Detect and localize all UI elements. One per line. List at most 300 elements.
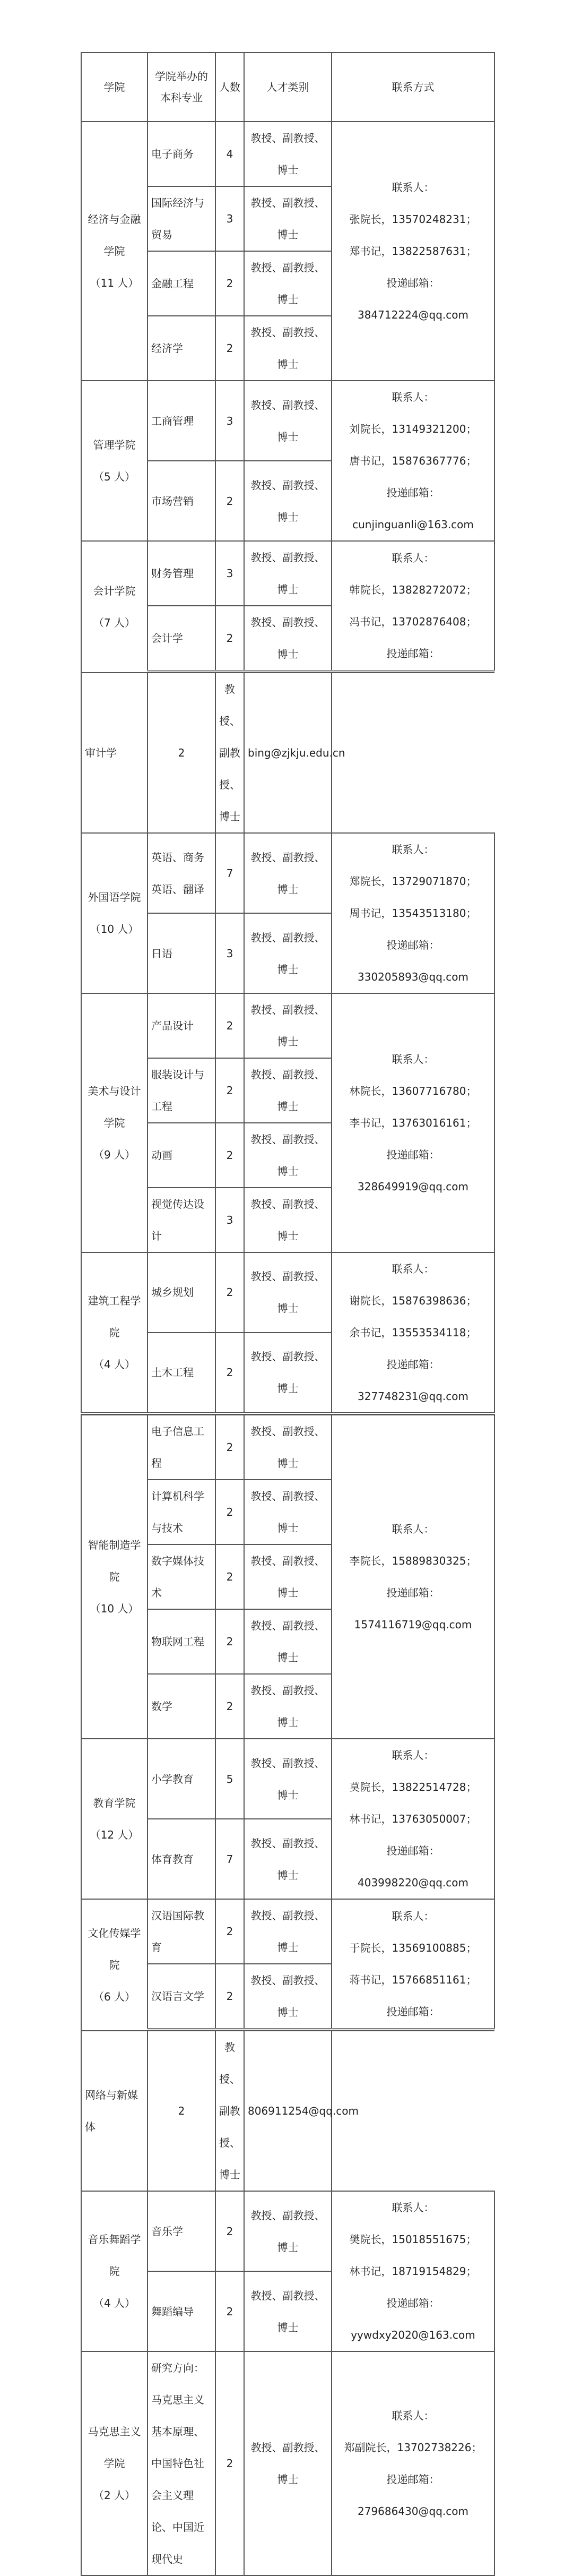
- count-cell: 2: [215, 993, 244, 1058]
- talent-type-cell: [244, 1188, 332, 1252]
- college-name: 学院: [103, 1117, 125, 1129]
- contact-cell: [332, 2191, 494, 2351]
- major-cell: [147, 2271, 215, 2351]
- major-cell: [147, 461, 215, 541]
- count-cell: 2: [215, 1415, 244, 1480]
- talent-type: 教授、副教授、: [250, 132, 325, 144]
- contact-line: 联系人：: [392, 1523, 435, 1535]
- count-cell: 5: [215, 1739, 244, 1819]
- talent-type-cell: [215, 673, 244, 833]
- table-row: [81, 1252, 494, 1333]
- talent-type-cell: [244, 1739, 332, 1819]
- talent-type: 教授、副教授、: [250, 1756, 325, 1770]
- major-name: 中国特色社: [151, 2457, 204, 2470]
- talent-type: 博士: [277, 228, 299, 241]
- talent-type-cell: [244, 1480, 332, 1544]
- major-cell: [147, 122, 215, 186]
- college-name: 智能制造学: [88, 1539, 141, 1551]
- contact-line: 328649919@qq.com: [358, 1180, 468, 1193]
- count-cell: 3: [215, 186, 244, 251]
- count-cell: 3: [215, 541, 244, 606]
- contact-line: 李书记，13763016161；: [349, 1117, 477, 1129]
- talent-type: 博士: [277, 583, 299, 596]
- contact-line: 384712224@qq.com: [358, 308, 468, 321]
- major-cell: [147, 1123, 215, 1188]
- talent-type: 教授、副教授、: [250, 261, 325, 274]
- talent-type: 博士: [277, 648, 299, 660]
- contact-line: 279686430@qq.com: [358, 2505, 468, 2518]
- table-row: [81, 2191, 494, 2271]
- count-cell: 2: [215, 1544, 244, 1609]
- talent-type: 博士: [277, 2006, 299, 2019]
- major-name: 土木工程: [151, 1366, 194, 1379]
- major-cell: [147, 1058, 215, 1123]
- major-cell: [147, 541, 215, 606]
- talent-type: 教授、副教授、: [250, 851, 325, 864]
- major-name: 金融工程: [151, 277, 194, 290]
- contact-line: 联系人：: [392, 1053, 435, 1066]
- talent-type: 博士: [277, 1586, 299, 1599]
- talent-type-cell: [244, 1058, 332, 1123]
- count-cell: 2: [215, 606, 244, 671]
- contact-line: 林书记，13763050007；: [349, 1813, 477, 1825]
- talent-type: 博士: [277, 164, 299, 176]
- college-name: 文化传媒学: [88, 1927, 141, 1939]
- count-cell: 2: [147, 2031, 215, 2191]
- major-name: 汉语国际教: [151, 1909, 204, 1922]
- contact-line: 余书记，13553534118；: [349, 1326, 477, 1339]
- talent-type: 博士: [277, 1165, 299, 1178]
- major-cell: [147, 1819, 215, 1899]
- college-name: （4 人）: [93, 1358, 136, 1371]
- header-major: [147, 53, 215, 122]
- count-cell: 2: [147, 673, 215, 833]
- college-cell: [81, 381, 147, 541]
- major-name: 动画: [151, 1149, 172, 1162]
- header-major-line: 学院举办的: [155, 70, 208, 83]
- talent-type-cell: [244, 1333, 332, 1413]
- college-name: （2 人）: [93, 2489, 136, 2502]
- talent-type: 博士: [277, 2321, 299, 2334]
- talent-type-cell: [244, 1964, 332, 2029]
- major-name: 计: [151, 1230, 162, 1242]
- header-major-line: 本科专业: [160, 91, 203, 104]
- talent-type: 博士: [277, 430, 299, 443]
- major-name: 论、中国近: [151, 2521, 204, 2534]
- college-name: 音乐舞蹈学: [88, 2233, 141, 2246]
- major-name: 舞蹈编导: [151, 2305, 194, 2318]
- major-name: 电子信息工: [151, 1425, 204, 1438]
- talent-type: 教授、副教授、: [250, 2209, 325, 2222]
- major-name: 工程: [151, 1100, 172, 1113]
- count-cell: 3: [215, 1188, 244, 1252]
- contact-line: 郑书记，13822587631；: [349, 245, 477, 257]
- talent-type: 教授、副教授、: [250, 1555, 325, 1567]
- count-cell: 2: [215, 2191, 244, 2271]
- talent-type-cell: [244, 541, 332, 606]
- major-name: 数学: [151, 1700, 172, 1713]
- contact-line: 莫院长，13822514728；: [349, 1781, 477, 1793]
- count-cell: 2: [215, 1058, 244, 1123]
- talent-type: 教授、副教授、: [250, 1350, 325, 1363]
- count-cell: 2: [215, 1674, 244, 1739]
- talent-type-cell: [244, 1544, 332, 1609]
- major-name: 程: [151, 1457, 162, 1470]
- contact-cell: [332, 1739, 494, 1899]
- talent-type-cell: [244, 122, 332, 186]
- talent-type: 教授、副教授、: [250, 2441, 325, 2454]
- contact-line: 投递邮箱：: [386, 277, 440, 289]
- major-name: 音乐学: [151, 2225, 183, 2238]
- college-name: 美术与设计: [88, 1085, 141, 1097]
- major-cell: [147, 1674, 215, 1739]
- contact-line: 投递邮箱：: [386, 2005, 440, 2018]
- major-cell: [147, 1544, 215, 1609]
- contact-line: 唐书记，15876367776；: [349, 454, 477, 467]
- college-cell: [81, 1415, 147, 1739]
- talent-type: 博士: [219, 810, 240, 823]
- major-name: 视觉传达设: [151, 1198, 204, 1210]
- college-cell: [81, 1252, 147, 1413]
- major-name: 英语、商务: [151, 851, 204, 864]
- header-count: 人数: [215, 53, 244, 122]
- talent-type: 博士: [277, 1522, 299, 1534]
- table-row: [81, 122, 494, 186]
- major-name: 会主义理: [151, 2489, 194, 2502]
- talent-type: 博士: [277, 1457, 299, 1470]
- talent-type: 教授、副教授、: [250, 1425, 325, 1438]
- contact-line: 刘院长，13149321200；: [349, 423, 477, 435]
- major-name: 与技术: [151, 1522, 183, 1534]
- contact-line: 林院长，13607716780；: [349, 1085, 477, 1097]
- major-cell: [81, 673, 147, 833]
- contact-cell: [332, 381, 494, 541]
- major-name: 产品设计: [151, 1019, 194, 1032]
- table-row: [81, 1899, 494, 1964]
- college-name: 会计学院: [93, 585, 136, 597]
- talent-type-cell: [244, 186, 332, 251]
- contact-line: 联系人：: [392, 181, 435, 194]
- major-cell: [147, 1609, 215, 1674]
- count-cell: 2: [215, 1480, 244, 1544]
- table-row: [81, 2351, 494, 2575]
- count-cell: 2: [215, 2271, 244, 2351]
- contact-line: 联系人：: [392, 2201, 435, 2214]
- table-row: [81, 1739, 494, 1819]
- major-name: 体育教育: [151, 1852, 194, 1866]
- talent-type: 教授、副教授、: [219, 2041, 240, 2149]
- talent-type-cell: [244, 2191, 332, 2271]
- contact-line: yywdxy2020@163.com: [351, 2329, 475, 2341]
- college-cell: [81, 122, 147, 381]
- major-name: 财务管理: [151, 567, 194, 580]
- contact-line: 联系人：: [392, 1749, 435, 1762]
- college-name: （11 人）: [90, 277, 139, 289]
- major-name: 贸易: [151, 228, 172, 241]
- talent-type: 博士: [277, 510, 299, 523]
- talent-type: 博士: [277, 1788, 299, 1801]
- contact-line: 1574116719@qq.com: [354, 1618, 472, 1631]
- talent-type: 教授、副教授、: [250, 1198, 325, 1210]
- count-cell: 4: [215, 122, 244, 186]
- major-name: 网络与新媒: [85, 2089, 138, 2101]
- talent-type: 教授、副教授、: [250, 616, 325, 629]
- header-contact: 联系方式: [332, 53, 494, 122]
- college-name: 学院: [103, 245, 125, 257]
- contact-line: 投递邮箱：: [386, 486, 440, 499]
- major-name: 英语、翻译: [151, 882, 204, 896]
- count-cell: 2: [215, 251, 244, 316]
- major-cell: [147, 186, 215, 251]
- contact-line: 联系人：: [392, 2409, 435, 2422]
- college-cell: [81, 833, 147, 993]
- major-name: 研究方向：: [151, 2362, 204, 2374]
- contact-line: 投递邮箱：: [386, 939, 440, 951]
- table-row: [81, 541, 494, 606]
- talent-type-cell: [244, 2351, 332, 2575]
- college-name: （7 人）: [93, 616, 136, 629]
- contact-line: 投递邮箱：: [386, 1358, 440, 1371]
- major-name: 计算机科学: [151, 1490, 204, 1502]
- talent-type: 博士: [277, 882, 299, 896]
- talent-type: 博士: [277, 1035, 299, 1048]
- talent-type: 博士: [277, 293, 299, 306]
- talent-type: 博士: [277, 1941, 299, 1954]
- college-name: 院: [109, 2265, 120, 2278]
- major-cell: [147, 1188, 215, 1252]
- major-name: 育: [151, 1941, 162, 1954]
- talent-type: 博士: [277, 1230, 299, 1242]
- recruitment-table: [81, 52, 494, 2576]
- major-cell: [147, 1333, 215, 1413]
- college-name: （12 人）: [90, 1828, 139, 1841]
- count-cell: 3: [215, 381, 244, 461]
- talent-type: 教授、副教授、: [250, 1684, 325, 1697]
- contact-line: 806911254@qq.com: [248, 2105, 359, 2117]
- talent-type: 教授、副教授、: [250, 1003, 325, 1016]
- major-name: 城乡规划: [151, 1286, 194, 1299]
- contact-cell: [244, 673, 345, 833]
- table-row: [81, 993, 494, 1058]
- talent-type: 博士: [277, 2473, 299, 2486]
- major-name: 审计学: [85, 746, 117, 759]
- major-cell: [147, 1480, 215, 1544]
- count-cell: 2: [215, 1899, 244, 1964]
- talent-type-cell: [244, 1609, 332, 1674]
- college-name: 马克思主义: [88, 2425, 141, 2438]
- talent-type-cell: [244, 993, 332, 1058]
- major-cell: [147, 251, 215, 316]
- major-cell: [147, 1899, 215, 1964]
- table-header-row: [81, 53, 494, 122]
- contact-line: 韩院长，13828272072；: [349, 583, 477, 596]
- college-name: 外国语学院: [88, 891, 141, 904]
- contact-cell: [332, 1415, 494, 1739]
- contact-line: 蒋书记，15766851161；: [349, 1973, 477, 1986]
- count-cell: 3: [215, 913, 244, 993]
- contact-cell: [332, 833, 494, 993]
- college-name: 管理学院: [93, 439, 136, 451]
- major-cell: [147, 606, 215, 671]
- contact-cell: [332, 122, 494, 381]
- talent-type: 博士: [277, 963, 299, 976]
- major-name: 经济学: [151, 342, 183, 355]
- talent-type: 教授、副教授、: [250, 398, 325, 411]
- talent-type: 教授、副教授、: [219, 683, 240, 791]
- talent-type: 博士: [277, 358, 299, 371]
- college-name: 院: [109, 1959, 120, 1971]
- talent-type-cell: [244, 606, 332, 671]
- talent-type: 教授、副教授、: [250, 1068, 325, 1081]
- talent-type: 教授、副教授、: [250, 326, 325, 339]
- major-cell: [147, 316, 215, 381]
- major-name: 电子商务: [151, 148, 194, 160]
- talent-type-cell: [244, 1415, 332, 1480]
- talent-type: 博士: [277, 1382, 299, 1395]
- table-row: [81, 381, 494, 461]
- talent-type: 教授、副教授、: [250, 196, 325, 209]
- header-type: 人才类别: [244, 53, 332, 122]
- talent-type-cell: [244, 251, 332, 316]
- major-cell: [81, 2031, 147, 2191]
- recruitment-table-frame: [81, 52, 494, 2576]
- talent-type-cell: [244, 316, 332, 381]
- count-cell: 2: [215, 1964, 244, 2029]
- major-name: 术: [151, 1586, 162, 1599]
- major-cell: [147, 1415, 215, 1480]
- count-cell: 2: [215, 316, 244, 381]
- contact-line: cunjinguanli@163.com: [352, 518, 474, 531]
- talent-type: 博士: [219, 2168, 240, 2181]
- major-cell: [147, 1964, 215, 2029]
- major-cell: [147, 1252, 215, 1333]
- talent-type-cell: [244, 1123, 332, 1188]
- major-name: 汉语言文学: [151, 1990, 204, 2003]
- contact-cell: [332, 541, 494, 671]
- college-name: （10 人）: [90, 923, 139, 935]
- talent-type-cell: [244, 381, 332, 461]
- talent-type: 教授、副教授、: [250, 1836, 325, 1850]
- major-name: 现代史: [151, 2553, 183, 2565]
- talent-type: 教授、副教授、: [250, 931, 325, 944]
- major-cell: [147, 913, 215, 993]
- talent-type: 教授、副教授、: [250, 1909, 325, 1922]
- table-row: [81, 833, 494, 913]
- contact-line: 谢院长，15876398636；: [349, 1294, 477, 1307]
- contact-cell: [332, 2351, 494, 2575]
- contact-line: 投递邮箱：: [386, 2297, 440, 2309]
- contact-cell: [332, 993, 494, 1252]
- contact-cell: [332, 1899, 494, 2029]
- count-cell: 7: [215, 833, 244, 913]
- college-name: （6 人）: [93, 1990, 136, 2003]
- contact-line: 327748231@qq.com: [358, 1390, 468, 1403]
- contact-cell: [332, 1252, 494, 1413]
- contact-line: 403998220@qq.com: [358, 1876, 468, 1889]
- contact-line: 樊院长，15018551675；: [349, 2233, 477, 2246]
- contact-line: 330205893@qq.com: [358, 971, 468, 983]
- talent-type: 教授、副教授、: [250, 1974, 325, 1987]
- major-name: 小学教育: [151, 1772, 194, 1785]
- talent-type: 博士: [277, 2240, 299, 2254]
- college-name: （5 人）: [93, 470, 136, 483]
- contact-line: 周书记，13543513180；: [349, 907, 477, 920]
- contact-line: 联系人：: [392, 1910, 435, 1922]
- table-row: [81, 673, 494, 833]
- college-cell: [81, 1739, 147, 1899]
- talent-type: 教授、副教授、: [250, 1619, 325, 1632]
- count-cell: 7: [215, 1819, 244, 1899]
- talent-type-cell: [244, 1899, 332, 1964]
- contact-line: 联系人：: [392, 843, 435, 856]
- talent-type: 教授、副教授、: [250, 1270, 325, 1283]
- contact-line: 联系人：: [392, 552, 435, 564]
- talent-type-cell: [244, 913, 332, 993]
- college-cell: [81, 2191, 147, 2351]
- college-cell: [81, 541, 147, 673]
- contact-cell: [244, 2031, 359, 2191]
- college-name: 学院: [103, 2457, 125, 2470]
- talent-type-cell: [215, 2031, 244, 2191]
- talent-type-cell: [244, 1252, 332, 1333]
- contact-line: 联系人：: [392, 1263, 435, 1275]
- talent-type-cell: [244, 461, 332, 541]
- major-name: 会计学: [151, 632, 183, 645]
- talent-type-cell: [244, 2271, 332, 2351]
- talent-type: 教授、副教授、: [250, 551, 325, 564]
- major-cell: [147, 993, 215, 1058]
- talent-type: 博士: [277, 1651, 299, 1664]
- contact-line: 投递邮箱：: [386, 2473, 440, 2486]
- count-cell: 2: [215, 1252, 244, 1333]
- major-cell: [147, 2191, 215, 2271]
- table-row: [81, 2031, 494, 2191]
- talent-type: 教授、副教授、: [250, 478, 325, 492]
- count-cell: 2: [215, 1123, 244, 1188]
- contact-line: 投递邮箱：: [386, 1844, 440, 1857]
- college-name: 院: [109, 1570, 120, 1583]
- college-name: 教育学院: [93, 1797, 136, 1809]
- contact-line: 于院长，13569100885；: [349, 1942, 477, 1954]
- major-name: 工商管理: [151, 414, 194, 427]
- major-name: 基本原理、: [151, 2425, 204, 2438]
- contact-line: 联系人：: [392, 391, 435, 403]
- college-name: （10 人）: [90, 1602, 139, 1615]
- contact-line: 郑院长，13729071870；: [349, 875, 477, 888]
- contact-line: 投递邮箱：: [386, 647, 440, 660]
- contact-line: 张院长，13570248231；: [349, 213, 477, 226]
- college-cell: [81, 993, 147, 1252]
- talent-type: 博士: [277, 1302, 299, 1315]
- major-name: 马克思主义: [151, 2393, 204, 2406]
- college-name: 建筑工程学: [88, 1294, 141, 1307]
- major-name: 市场营销: [151, 494, 194, 508]
- major-cell: [147, 1739, 215, 1819]
- college-name: （4 人）: [93, 2297, 136, 2309]
- contact-line: 李院长，15889830325；: [349, 1555, 477, 1567]
- count-cell: 2: [215, 1609, 244, 1674]
- contact-line: 冯书记，13702876408；: [349, 615, 477, 628]
- major-cell: [147, 381, 215, 461]
- contact-line: 投递邮箱：: [386, 1586, 440, 1599]
- talent-type-cell: [244, 1674, 332, 1739]
- count-cell: 2: [215, 461, 244, 541]
- major-name: 物联网工程: [151, 1635, 204, 1648]
- count-cell: 2: [215, 1333, 244, 1413]
- talent-type: 教授、副教授、: [250, 1133, 325, 1146]
- college-cell: [81, 1899, 147, 2031]
- major-name: 国际经济与: [151, 196, 204, 209]
